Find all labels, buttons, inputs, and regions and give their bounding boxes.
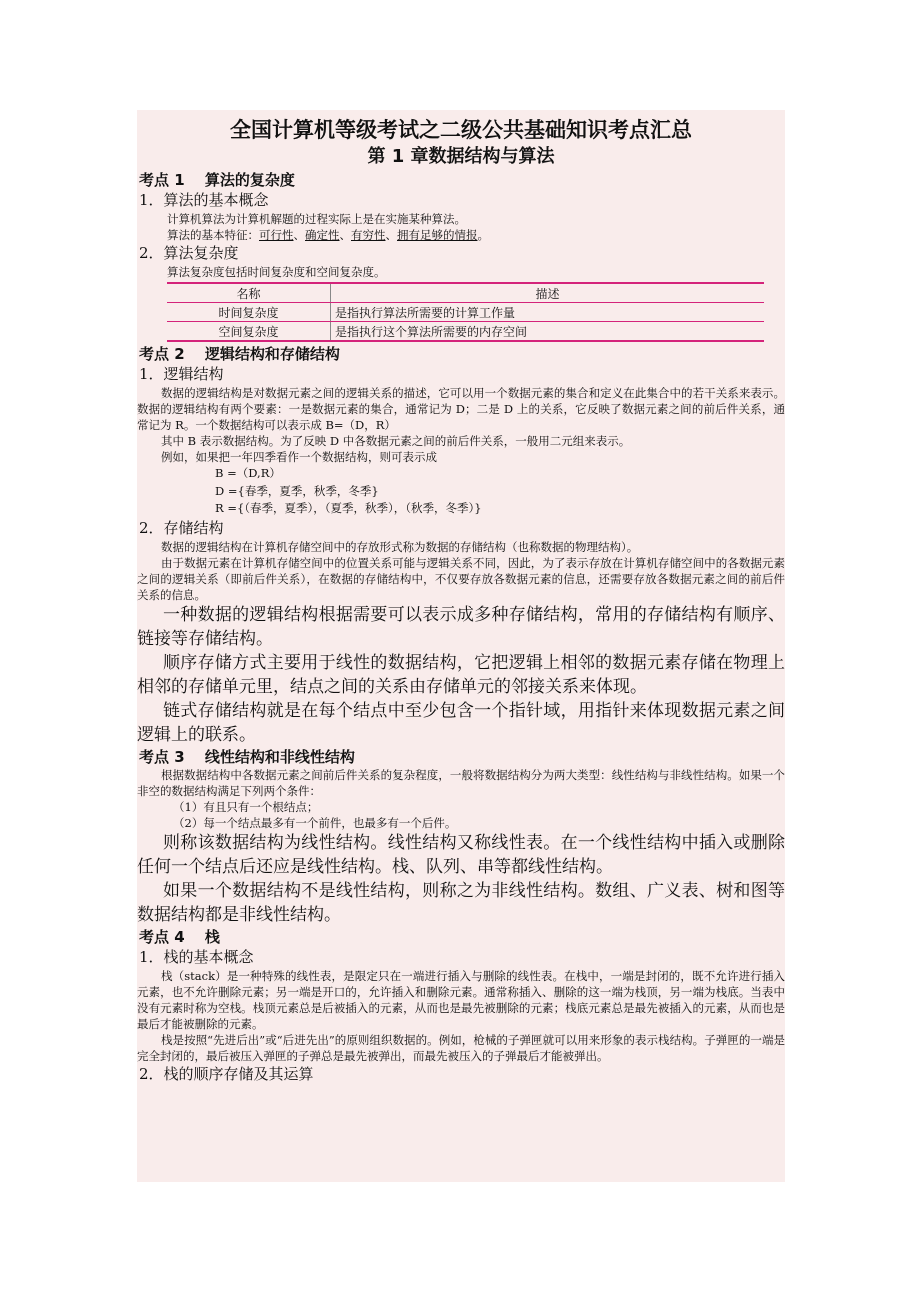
features-prefix: 算法的基本特征： (167, 228, 259, 242)
kp2-large-paragraph: 顺序存储方式主要用于线性的数据结构，它把逻辑上相邻的数据元素存储在物理上相邻的存储单元里，结点之间的关系由存储单元的邻接关系来体现。 (137, 652, 785, 697)
feature-item: 确定性 (305, 228, 340, 242)
code-line: R ={（春季，夏季），（夏季，秋季），（秋季，冬季）} (215, 501, 482, 515)
feature-item: 拥有足够的情报 (397, 228, 478, 242)
feature-sep: 、 (293, 228, 305, 242)
kp2-large-paragraph: 链式存储结构就是在每个结点中至少包含一个指针域，用指针来体现数据元素之间逻辑上的联系。 (137, 700, 785, 745)
kp3-paragraph: 根据数据结构中各数据元素之间前后件关系的复杂程度，一般将数据结构分为两大类型：线性结构与非线性结构。如果一个非空的数据结构满足下列两个条件： (137, 767, 785, 798)
kp3-large-paragraph: 则称该数据结构为线性结构。线性结构又称线性表。在一个线性结构中插入或删除任何一个结点后还应是线性结构。栈、队列、串等都线性结构。 (137, 832, 785, 877)
feature-item: 有穷性 (351, 228, 386, 242)
kp4-section1-heading: 1．栈的基本概念 (139, 947, 254, 966)
kp1-heading: 考点 1 算法的复杂度 (139, 171, 295, 189)
complexity-table (167, 282, 764, 342)
kp1-features-line (137, 227, 785, 243)
table-cell: 是指执行算法所需要的计算工作量 (331, 303, 765, 322)
kp2-paragraph: 由于数据元素在计算机存储空间中的位置关系可能与逻辑关系不同，因此，为了表示存放在计算机存储空间中的各数据元素之间的逻辑关系（即前后件关系），在数据的存储结构中，不仅要存放各数据元素的信息，还需要存放各数据元素之间的前后件关系的信息。 (137, 555, 785, 602)
kp2-paragraph: 数据的逻辑结构在计算机存储空间中的存放形式称为数据的存储结构（也称数据的物理结构）。 (161, 539, 639, 554)
table-row (167, 322, 764, 342)
table-header-row (167, 283, 764, 303)
feature-sep: 、 (339, 228, 351, 242)
table-header: 名称 (167, 283, 331, 303)
kp2-heading: 考点 2 逻辑结构和存储结构 (139, 345, 340, 363)
kp3-condition: （1）有且只有一个根结点； (173, 799, 319, 814)
feature-item: 可行性 (259, 228, 294, 242)
table-cell: 空间复杂度 (167, 322, 331, 342)
kp4-section2-heading: 2．栈的顺序存储及其运算 (139, 1064, 314, 1083)
kp2-paragraph: 其中 B 表示数据结构。为了反映 D 中各数据元素之间的前后件关系，一般用二元组来表示。 (161, 434, 631, 448)
kp2-section2-heading: 2．存储结构 (139, 518, 224, 537)
kp3-condition: （2）每一个结点最多有一个前件，也最多有一个后件。 (173, 815, 457, 830)
table-row (167, 303, 764, 322)
kp2-large-paragraph: 一种数据的逻辑结构根据需要可以表示成多种存储结构，常用的存储结构有顺序、链接等存储结构。 (137, 604, 785, 649)
kp2-paragraph: 例如，如果把一年四季看作一个数据结构，则可表示成 (161, 450, 437, 464)
kp1-section1-heading: 1．算法的基本概念 (139, 191, 269, 209)
kp2-section1-heading: 1．逻辑结构 (139, 365, 224, 383)
document-title: 全国计算机等级考试之二级公共基础知识考点汇总 (230, 118, 692, 142)
chapter-title: 第 1 章数据结构与算法 (367, 146, 555, 167)
table-cell: 时间复杂度 (167, 303, 331, 322)
kp3-large-paragraph: 如果一个数据结构不是线性结构，则称之为非线性结构。数组、广义表、树和图等数据结构都是非线性结构。 (137, 880, 785, 925)
code-line: D ={春季，夏季，秋季，冬季} (215, 483, 379, 498)
kp4-paragraph: 栈（stack）是一种特殊的线性表，是限定只在一端进行插入与删除的线性表。在栈中，一端是封闭的，既不允许进行插入元素，也不允许删除元素；另一端是开口的，允许插入和删除元素。通常称插入、删除的这一端为栈顶，另一端为栈底。当表中没有元素时称为空栈。栈顶元素总是后被插入的元素，从而也是最先被删除的元素；栈底元素总是最先被插入的元素，从而也是最后才能被删除的元素。 (137, 968, 785, 1031)
kp4-paragraph: 栈是按照“先进后出”或“后进先出”的原则组织数据的。例如，枪械的子弹匣就可以用来形象的表示栈结构。子弹匣的一端是完全封闭的，最后被压入弹匣的子弹总是最先被弹出，而最先被压入的子弹最后才能被弹出。 (137, 1032, 785, 1063)
kp4-heading: 考点 4 栈 (139, 927, 220, 946)
kp3-heading: 考点 3 线性结构和非线性结构 (139, 747, 355, 766)
code-line: B =（D,R） (215, 466, 281, 480)
kp1-paragraph: 算法复杂度包括时间复杂度和空间复杂度。 (167, 265, 386, 279)
document-content (137, 110, 785, 1085)
kp2-paragraph: 数据的逻辑结构是对数据元素之间的逻辑关系的描述，它可以用一个数据元素的集合和定义在此集合中的若干关系来表示。数据的逻辑结构有两个要素：一是数据元素的集合，通常记为 D；二是 D 上的关系，它反映了数据元素之间的前后件关系，通常记为 R。一个数据结构可以表示成 B=（D，R） (137, 386, 785, 432)
table-cell: 是指执行这个算法所需要的内存空间 (335, 324, 528, 339)
kp1-section2-heading: 2．算法复杂度 (139, 244, 239, 262)
table-header: 描述 (331, 283, 765, 303)
kp1-paragraph: 计算机算法为计算机解题的过程实际上是在实施某种算法。 (167, 212, 466, 226)
feature-end: 。 (477, 228, 489, 242)
feature-sep: 、 (385, 228, 397, 242)
